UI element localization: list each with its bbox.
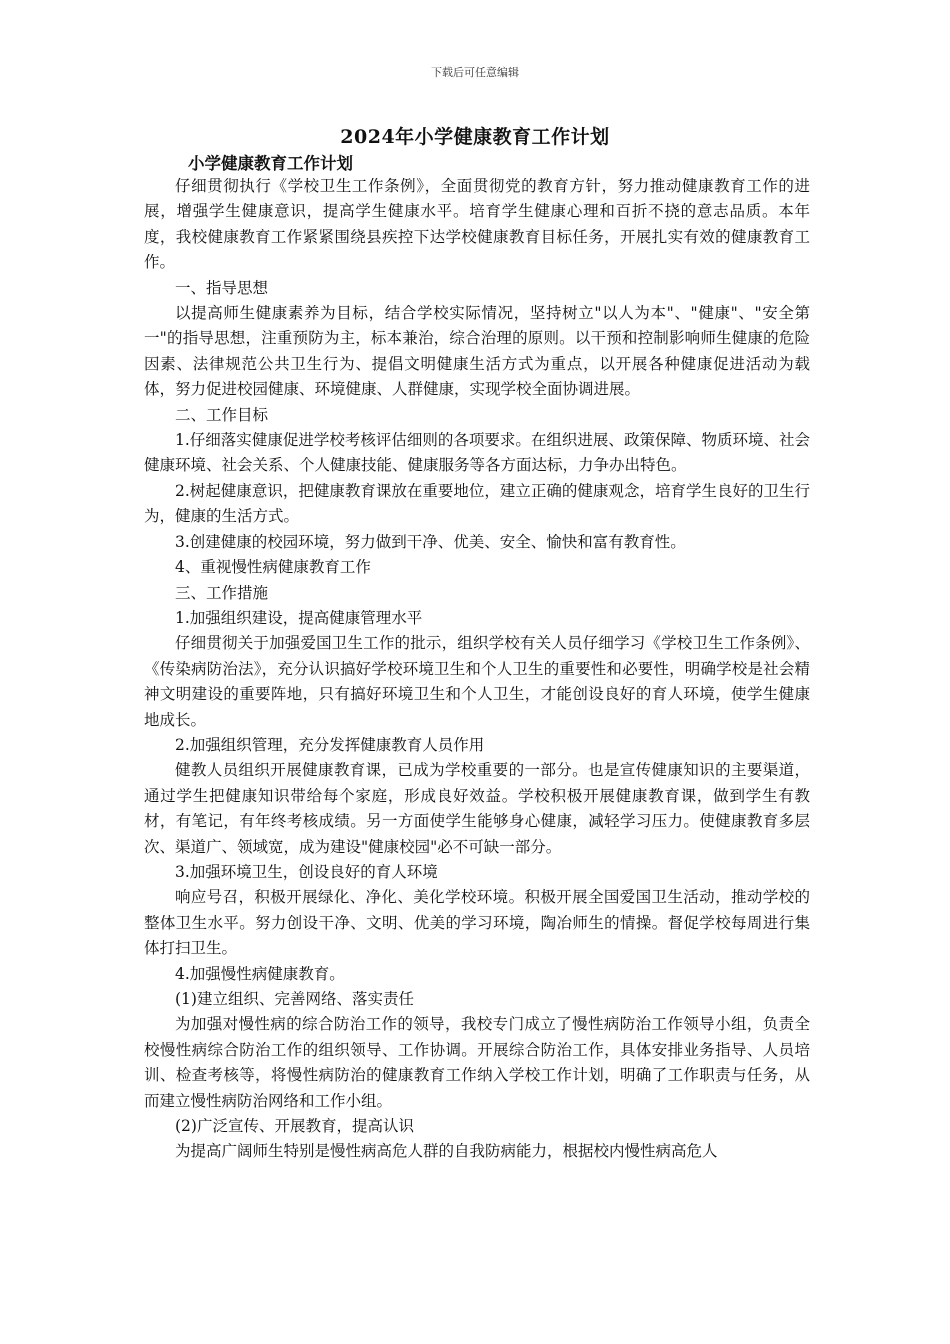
sub-heading-2: (2)广泛宣传、开展教育，提高认识 — [175, 1117, 414, 1136]
measure-paragraph-2: 健教人员组织开展健康教育课，已成为学校重要的一部分。也是宣传健康知识的主要渠道，通过学生把健康知识带给每个家庭，形成良好效益。学校积极开展健康教育课，做到学生有教材，有笔记，有年终考核成绩。另一方面使学生能够身心健康，减轻学习压力。使健康教育多层次、渠道广、领域宽，成为建设"健康校园"必不可缺一部分。 — [144, 761, 810, 856]
measure-heading-3: 3.加强环境卫生，创设良好的育人环境 — [175, 862, 438, 881]
document-body — [144, 174, 810, 1165]
header-note: 下载后可任意编辑 — [431, 66, 519, 79]
section-heading-guiding-thought: 一、指导思想 — [175, 278, 269, 297]
sub-paragraph-2: 为提高广阔师生特别是慢性病高危人群的自我防病能力，根据校内慢性病高危人 — [175, 1142, 718, 1161]
sub-heading-1: (1)建立组织、完善网络、落实责任 — [175, 990, 414, 1008]
document-subtitle: 小学健康教育工作计划 — [188, 154, 353, 173]
paragraph-intro: 仔细贯彻执行《学校卫生工作条例》，全面贯彻党的教育方针，努力推动健康教育工作的进展，增强学生健康意识，提高学生健康水平。培育学生健康心理和百折不挠的意志品质。本年度，我校健康教育工作紧紧围绕县疾控下达学校健康教育目标任务，开展扎实有效的健康教育工作。 — [144, 177, 810, 272]
section-heading-work-goals: 二、工作目标 — [175, 405, 269, 424]
paragraph-guiding-thought: 以提高师生健康素养为目标，结合学校实际情况，坚持树立"以人为本"、"健康"、"安全第一"的指导思想，注重预防为主，标本兼治，综合治理的原则。以干预和控制影响师生健康的危险因素、法律规范公共卫生行为、提倡文明健康生活方式为重点，以开展各种健康促进活动为载体，努力促进校园健康、环境健康、人群健康，实现学校全面协调进展。 — [144, 304, 810, 399]
sub-paragraph-1: 为加强对慢性病的综合防治工作的领导，我校专门成立了慢性病防治工作领导小组，负责全校慢性病综合防治工作的组织领导、工作协调。开展综合防治工作，具体安排业务指导、人员培训、检查考核等，将慢性病防治的健康教育工作纳入学校工作计划，明确了工作职责与任务，从而建立慢性病防治网络和工作小组。 — [144, 1015, 810, 1110]
section-heading-work-measures: 三、工作措施 — [175, 583, 269, 602]
measure-paragraph-3: 响应号召，积极开展绿化、净化、美化学校环境。积极开展全国爱国卫生活动，推动学校的整体卫生水平。努力创设干净、文明、优美的学习环境，陶冶师生的情操。督促学校每周进行集体打扫卫生。 — [144, 888, 810, 958]
goal-item-1: 1.仔细落实健康促进学校考核评估细则的各项要求。在组织进展、政策保障、物质环境、社会健康环境、社会关系、个人健康技能、健康服务等各方面达标，力争办出特色。 — [144, 431, 810, 475]
measure-heading-2: 2.加强组织管理，充分发挥健康教育人员作用 — [175, 735, 485, 754]
measure-paragraph-1: 仔细贯彻关于加强爱国卫生工作的批示，组织学校有关人员仔细学习《学校卫生工作条例》、《传染病防治法》，充分认识搞好学校环境卫生和个人卫生的重要性和必要性，明确学校是社会精神文明建设的重要阵地，只有搞好环境卫生和个人卫生，才能创设良好的育人环境，使学生健康地成长。 — [144, 634, 810, 729]
goal-item-2: 2.树起健康意识，把健康教育课放在重要地位，建立正确的健康观念，培育学生良好的卫生行为，健康的生活方式。 — [144, 481, 810, 526]
measure-heading-4: 4.加强慢性病健康教育。 — [175, 964, 345, 983]
measure-heading-1: 1.加强组织建设，提高健康管理水平 — [175, 608, 423, 627]
document-title: 2024年小学健康教育工作计划 — [340, 126, 610, 148]
goal-item-3: 3.创建健康的校园环境，努力做到干净、优美、安全、愉快和富有教育性。 — [175, 532, 686, 551]
goal-item-4: 4、重视慢性病健康教育工作 — [175, 558, 371, 577]
